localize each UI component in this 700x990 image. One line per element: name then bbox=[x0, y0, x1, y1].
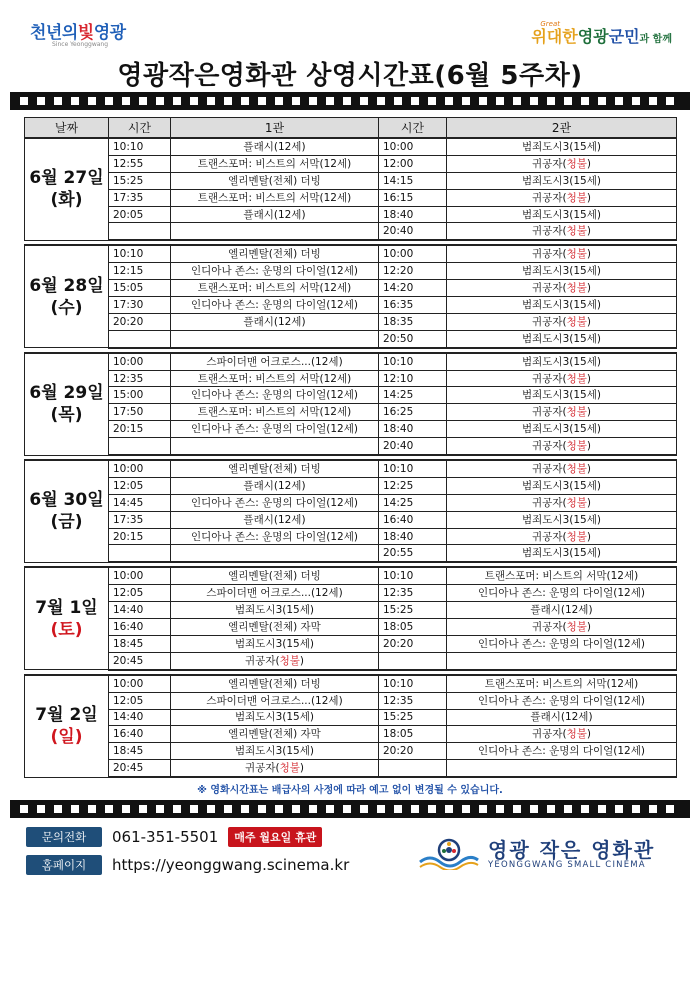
rating-restricted: 청불 bbox=[566, 157, 587, 170]
hall2-time: 12:25 bbox=[379, 477, 447, 494]
homepage-link[interactable]: https://yeonggwang.scinema.kr bbox=[112, 856, 350, 874]
hall2-time: 20:55 bbox=[379, 545, 447, 562]
hall1-time: 17:35 bbox=[109, 511, 171, 528]
col-header-hall2: 2관 bbox=[447, 118, 677, 139]
hall2-movie: 범죄도시3(15세) bbox=[447, 511, 677, 528]
hall2-time: 18:05 bbox=[379, 619, 447, 636]
hall1-time: 12:05 bbox=[109, 477, 171, 494]
hall1-time: 18:45 bbox=[109, 743, 171, 760]
col-header-date: 날짜 bbox=[25, 118, 109, 139]
hall1-time: 16:40 bbox=[109, 619, 171, 636]
table-row bbox=[25, 263, 677, 280]
table-row bbox=[25, 545, 677, 562]
table-row bbox=[25, 709, 677, 726]
rating-restricted: 청불 bbox=[279, 762, 300, 775]
hall1-movie: 트랜스포머: 비스트의 서막(12세) bbox=[171, 189, 379, 206]
hall1-movie bbox=[171, 438, 379, 455]
hall2-time: 18:40 bbox=[379, 206, 447, 223]
hall2-time: 15:25 bbox=[379, 602, 447, 619]
table-row bbox=[25, 635, 677, 652]
slogan-logo: Great 위대한영광군민과 함께 bbox=[531, 20, 672, 46]
closed-day-badge: 매주 월요일 휴관 bbox=[228, 827, 322, 847]
city-logo: 천년의빛영광 Since Yeonggwang bbox=[30, 23, 126, 48]
hall2-movie: 범죄도시3(15세) bbox=[447, 138, 677, 155]
hall2-time: 14:15 bbox=[379, 172, 447, 189]
table-row bbox=[25, 477, 677, 494]
hall1-time: 16:40 bbox=[109, 726, 171, 743]
hall1-movie: 엘리멘탈(전체) 더빙 bbox=[171, 172, 379, 189]
hall2-movie: 귀공자(청불) bbox=[447, 460, 677, 477]
page-title: 영광작은영화관 상영시간표(6월 5주차) bbox=[117, 61, 583, 91]
table-row bbox=[25, 313, 677, 330]
hall2-movie: 플래시(12세) bbox=[447, 602, 677, 619]
table-row bbox=[25, 404, 677, 421]
schedule-notice: ※ 영화시간표는 배급사의 사정에 따라 예고 없이 변경될 수 있습니다. bbox=[197, 785, 503, 796]
rating-restricted: 청불 bbox=[566, 728, 587, 741]
hall1-time: 15:25 bbox=[109, 172, 171, 189]
hall1-time: 12:55 bbox=[109, 155, 171, 172]
table-row bbox=[25, 387, 677, 404]
rating-restricted: 청불 bbox=[566, 225, 587, 238]
hall2-movie: 귀공자(청불) bbox=[447, 223, 677, 240]
rating-restricted: 청불 bbox=[566, 248, 587, 261]
hall1-movie: 범죄도시3(15세) bbox=[171, 709, 379, 726]
hall1-time: 17:50 bbox=[109, 404, 171, 421]
hall1-time: 12:05 bbox=[109, 585, 171, 602]
hall2-time: 20:40 bbox=[379, 438, 447, 455]
table-row bbox=[25, 421, 677, 438]
table-row bbox=[25, 602, 677, 619]
rating-restricted: 청불 bbox=[566, 315, 587, 328]
hall1-movie: 인디아나 존스: 운명의 다이얼(12세) bbox=[171, 387, 379, 404]
phone-number[interactable]: 061-351-5501 bbox=[112, 828, 219, 846]
hall2-time: 12:10 bbox=[379, 370, 447, 387]
table-row bbox=[25, 528, 677, 545]
hall2-time bbox=[379, 760, 447, 777]
hall2-movie: 귀공자(청불) bbox=[447, 726, 677, 743]
hall2-movie: 범죄도시3(15세) bbox=[447, 297, 677, 314]
hall2-time: 16:15 bbox=[379, 189, 447, 206]
hall1-time bbox=[109, 545, 171, 562]
table-row bbox=[25, 223, 677, 240]
hall1-movie: 트랜스포머: 비스트의 서막(12세) bbox=[171, 370, 379, 387]
hall1-movie: 플래시(12세) bbox=[171, 138, 379, 155]
table-row bbox=[25, 438, 677, 455]
table-row bbox=[25, 494, 677, 511]
hall1-time: 20:45 bbox=[109, 652, 171, 669]
hall2-movie: 귀공자(청불) bbox=[447, 280, 677, 297]
schedule-body bbox=[25, 138, 677, 777]
day-cell bbox=[25, 675, 109, 777]
table-row bbox=[25, 619, 677, 636]
hall2-time: 10:10 bbox=[379, 353, 447, 370]
rating-restricted: 청불 bbox=[566, 282, 587, 295]
table-row bbox=[25, 567, 677, 584]
hall2-time: 12:00 bbox=[379, 155, 447, 172]
hall2-movie: 범죄도시3(15세) bbox=[447, 545, 677, 562]
hall2-time: 10:00 bbox=[379, 245, 447, 262]
rating-restricted: 청불 bbox=[566, 372, 587, 385]
hall2-time: 18:40 bbox=[379, 421, 447, 438]
table-row bbox=[25, 760, 677, 777]
hall1-movie: 인디아나 존스: 운명의 다이얼(12세) bbox=[171, 494, 379, 511]
hall1-time: 18:45 bbox=[109, 635, 171, 652]
hall1-time bbox=[109, 330, 171, 347]
hall1-time: 17:35 bbox=[109, 189, 171, 206]
schedule-table bbox=[24, 117, 677, 778]
film-reel-wave-icon bbox=[418, 836, 480, 870]
hall1-time: 14:40 bbox=[109, 709, 171, 726]
hall2-movie: 범죄도시3(15세) bbox=[447, 172, 677, 189]
hall1-movie bbox=[171, 545, 379, 562]
hall2-movie: 범죄도시3(15세) bbox=[447, 353, 677, 370]
table-row bbox=[25, 726, 677, 743]
day-date: 7월 1일 bbox=[35, 597, 98, 618]
day-date: 6월 30일 bbox=[29, 490, 104, 511]
rating-restricted: 청불 bbox=[566, 496, 587, 509]
hall2-time: 10:10 bbox=[379, 675, 447, 692]
hall2-time: 20:20 bbox=[379, 635, 447, 652]
table-row bbox=[25, 138, 677, 155]
day-date: 6월 27일 bbox=[29, 168, 104, 189]
hall2-movie: 트랜스포머: 비스트의 서막(12세) bbox=[447, 675, 677, 692]
hall2-time: 18:05 bbox=[379, 726, 447, 743]
hall2-time: 12:20 bbox=[379, 263, 447, 280]
hall1-time bbox=[109, 438, 171, 455]
rating-restricted: 청불 bbox=[566, 191, 587, 204]
hall2-movie: 귀공자(청불) bbox=[447, 155, 677, 172]
hall1-movie: 플래시(12세) bbox=[171, 511, 379, 528]
day-of-week: (일) bbox=[50, 727, 83, 748]
table-row bbox=[25, 460, 677, 477]
day-of-week: (목) bbox=[50, 405, 83, 426]
hall2-time: 16:35 bbox=[379, 297, 447, 314]
hall2-movie: 인디아나 존스: 운명의 다이얼(12세) bbox=[447, 585, 677, 602]
hall2-movie: 범죄도시3(15세) bbox=[447, 330, 677, 347]
rating-restricted: 청불 bbox=[566, 530, 587, 543]
hall1-time: 10:00 bbox=[109, 675, 171, 692]
hall1-movie: 인디아나 존스: 운명의 다이얼(12세) bbox=[171, 421, 379, 438]
hall2-movie: 인디아나 존스: 운명의 다이얼(12세) bbox=[447, 635, 677, 652]
hall1-movie: 엘리멘탈(전체) 자막 bbox=[171, 726, 379, 743]
hall1-time: 10:00 bbox=[109, 460, 171, 477]
hall2-time: 10:10 bbox=[379, 567, 447, 584]
hall1-movie: 스파이더맨 어크로스...(12세) bbox=[171, 585, 379, 602]
hall1-movie: 플래시(12세) bbox=[171, 206, 379, 223]
day-of-week: (금) bbox=[50, 512, 83, 533]
table-row bbox=[25, 675, 677, 692]
day-of-week: (수) bbox=[50, 297, 83, 318]
hall1-time: 12:15 bbox=[109, 263, 171, 280]
table-row bbox=[25, 155, 677, 172]
hall1-time: 20:15 bbox=[109, 421, 171, 438]
hall1-movie: 트랜스포머: 비스트의 서막(12세) bbox=[171, 155, 379, 172]
table-row bbox=[25, 206, 677, 223]
day-of-week: (화) bbox=[50, 190, 83, 211]
hall2-time: 16:25 bbox=[379, 404, 447, 421]
hall1-time: 15:05 bbox=[109, 280, 171, 297]
table-row bbox=[25, 330, 677, 347]
hall1-movie bbox=[171, 223, 379, 240]
hall1-movie: 플래시(12세) bbox=[171, 313, 379, 330]
hall1-time bbox=[109, 223, 171, 240]
homepage-label: 홈페이지 bbox=[26, 855, 102, 875]
cinema-name-en: YEONGGWANG SMALL CINEMA bbox=[488, 860, 646, 870]
hall2-movie: 범죄도시3(15세) bbox=[447, 387, 677, 404]
hall1-time: 20:20 bbox=[109, 313, 171, 330]
hall1-movie: 엘리멘탈(전체) 더빙 bbox=[171, 460, 379, 477]
rating-restricted: 청불 bbox=[566, 406, 587, 419]
hall1-movie: 인디아나 존스: 운명의 다이얼(12세) bbox=[171, 297, 379, 314]
hall1-movie: 트랜스포머: 비스트의 서막(12세) bbox=[171, 280, 379, 297]
contact-info bbox=[26, 826, 349, 882]
table-row bbox=[25, 692, 677, 709]
hall2-time: 10:00 bbox=[379, 138, 447, 155]
hall1-time: 15:00 bbox=[109, 387, 171, 404]
table-row bbox=[25, 172, 677, 189]
hall2-time: 16:40 bbox=[379, 511, 447, 528]
hall2-time: 14:20 bbox=[379, 280, 447, 297]
hall2-movie: 귀공자(청불) bbox=[447, 619, 677, 636]
hall1-time: 20:05 bbox=[109, 206, 171, 223]
hall1-time: 10:00 bbox=[109, 567, 171, 584]
hall1-time: 14:40 bbox=[109, 602, 171, 619]
hall2-movie bbox=[447, 760, 677, 777]
hall2-time bbox=[379, 652, 447, 669]
hall1-time: 10:10 bbox=[109, 138, 171, 155]
hall2-movie: 범죄도시3(15세) bbox=[447, 263, 677, 280]
rating-restricted: 청불 bbox=[279, 654, 300, 667]
hall1-movie: 범죄도시3(15세) bbox=[171, 635, 379, 652]
day-date: 7월 2일 bbox=[35, 705, 98, 726]
table-row bbox=[25, 511, 677, 528]
hall2-movie: 귀공자(청불) bbox=[447, 494, 677, 511]
hall1-movie: 트랜스포머: 비스트의 서막(12세) bbox=[171, 404, 379, 421]
hall1-movie: 엘리멘탈(전체) 더빙 bbox=[171, 245, 379, 262]
hall2-movie: 귀공자(청불) bbox=[447, 245, 677, 262]
hall1-time: 14:45 bbox=[109, 494, 171, 511]
col-header-time2: 시간 bbox=[379, 118, 447, 139]
hall2-movie: 범죄도시3(15세) bbox=[447, 421, 677, 438]
hall1-movie: 엘리멘탈(전체) 더빙 bbox=[171, 567, 379, 584]
hall2-time: 20:20 bbox=[379, 743, 447, 760]
rating-restricted: 청불 bbox=[566, 620, 587, 633]
day-cell bbox=[25, 245, 109, 347]
table-row bbox=[25, 297, 677, 314]
day-cell bbox=[25, 353, 109, 455]
hall1-time: 20:45 bbox=[109, 760, 171, 777]
filmstrip-divider-top bbox=[10, 92, 690, 110]
hall1-movie: 귀공자(청불) bbox=[171, 760, 379, 777]
hall1-time: 10:10 bbox=[109, 245, 171, 262]
hall2-time: 10:10 bbox=[379, 460, 447, 477]
hall1-time: 20:15 bbox=[109, 528, 171, 545]
col-header-time1: 시간 bbox=[109, 118, 171, 139]
hall2-time: 14:25 bbox=[379, 387, 447, 404]
table-header-row bbox=[25, 118, 677, 139]
hall2-movie: 인디아나 존스: 운명의 다이얼(12세) bbox=[447, 692, 677, 709]
day-date: 6월 29일 bbox=[29, 383, 104, 404]
hall1-movie: 스파이더맨 어크로스...(12세) bbox=[171, 692, 379, 709]
cinema-name-kr: 영광 작은 영화관 bbox=[488, 838, 656, 862]
hall2-movie: 범죄도시3(15세) bbox=[447, 477, 677, 494]
hall2-movie: 귀공자(청불) bbox=[447, 370, 677, 387]
hall1-time: 12:05 bbox=[109, 692, 171, 709]
hall2-movie: 귀공자(청불) bbox=[447, 438, 677, 455]
hall2-movie: 귀공자(청불) bbox=[447, 313, 677, 330]
day-cell bbox=[25, 460, 109, 562]
hall1-movie: 인디아나 존스: 운명의 다이얼(12세) bbox=[171, 263, 379, 280]
day-of-week: (토) bbox=[50, 619, 83, 640]
hall2-time: 18:40 bbox=[379, 528, 447, 545]
hall2-movie: 플래시(12세) bbox=[447, 709, 677, 726]
hall2-time: 12:35 bbox=[379, 692, 447, 709]
hall2-time: 20:50 bbox=[379, 330, 447, 347]
table-row bbox=[25, 280, 677, 297]
hall1-movie: 엘리멘탈(전체) 자막 bbox=[171, 619, 379, 636]
table-row bbox=[25, 370, 677, 387]
hall2-time: 18:35 bbox=[379, 313, 447, 330]
hall2-movie: 귀공자(청불) bbox=[447, 528, 677, 545]
day-date: 6월 28일 bbox=[29, 275, 104, 296]
hall2-movie: 귀공자(청불) bbox=[447, 404, 677, 421]
hall2-movie: 인디아나 존스: 운명의 다이얼(12세) bbox=[447, 743, 677, 760]
hall2-movie bbox=[447, 652, 677, 669]
hall2-time: 12:35 bbox=[379, 585, 447, 602]
hall1-movie: 스파이더맨 어크로스...(12세) bbox=[171, 353, 379, 370]
rating-restricted: 청불 bbox=[566, 462, 587, 475]
rating-restricted: 청불 bbox=[566, 440, 587, 453]
phone-label: 문의전화 bbox=[26, 827, 102, 847]
table-row bbox=[25, 743, 677, 760]
day-cell bbox=[25, 138, 109, 240]
table-row bbox=[25, 353, 677, 370]
hall2-movie: 범죄도시3(15세) bbox=[447, 206, 677, 223]
hall1-movie bbox=[171, 330, 379, 347]
hall1-movie: 범죄도시3(15세) bbox=[171, 602, 379, 619]
hall1-movie: 범죄도시3(15세) bbox=[171, 743, 379, 760]
col-header-hall1: 1관 bbox=[171, 118, 379, 139]
hall2-time: 14:25 bbox=[379, 494, 447, 511]
hall1-movie: 귀공자(청불) bbox=[171, 652, 379, 669]
hall2-time: 15:25 bbox=[379, 709, 447, 726]
table-row bbox=[25, 189, 677, 206]
day-cell bbox=[25, 567, 109, 669]
filmstrip-divider-bottom bbox=[10, 800, 690, 818]
hall1-movie: 엘리멘탈(전체) 더빙 bbox=[171, 675, 379, 692]
hall1-time: 17:30 bbox=[109, 297, 171, 314]
hall1-movie: 인디아나 존스: 운명의 다이얼(12세) bbox=[171, 528, 379, 545]
cinema-logo bbox=[418, 834, 678, 874]
table-row bbox=[25, 245, 677, 262]
hall1-movie: 플래시(12세) bbox=[171, 477, 379, 494]
hall2-movie: 트랜스포머: 비스트의 서막(12세) bbox=[447, 567, 677, 584]
hall2-movie: 귀공자(청불) bbox=[447, 189, 677, 206]
hall2-time: 20:40 bbox=[379, 223, 447, 240]
hall1-time: 12:35 bbox=[109, 370, 171, 387]
table-row bbox=[25, 585, 677, 602]
hall1-time: 10:00 bbox=[109, 353, 171, 370]
table-row bbox=[25, 652, 677, 669]
